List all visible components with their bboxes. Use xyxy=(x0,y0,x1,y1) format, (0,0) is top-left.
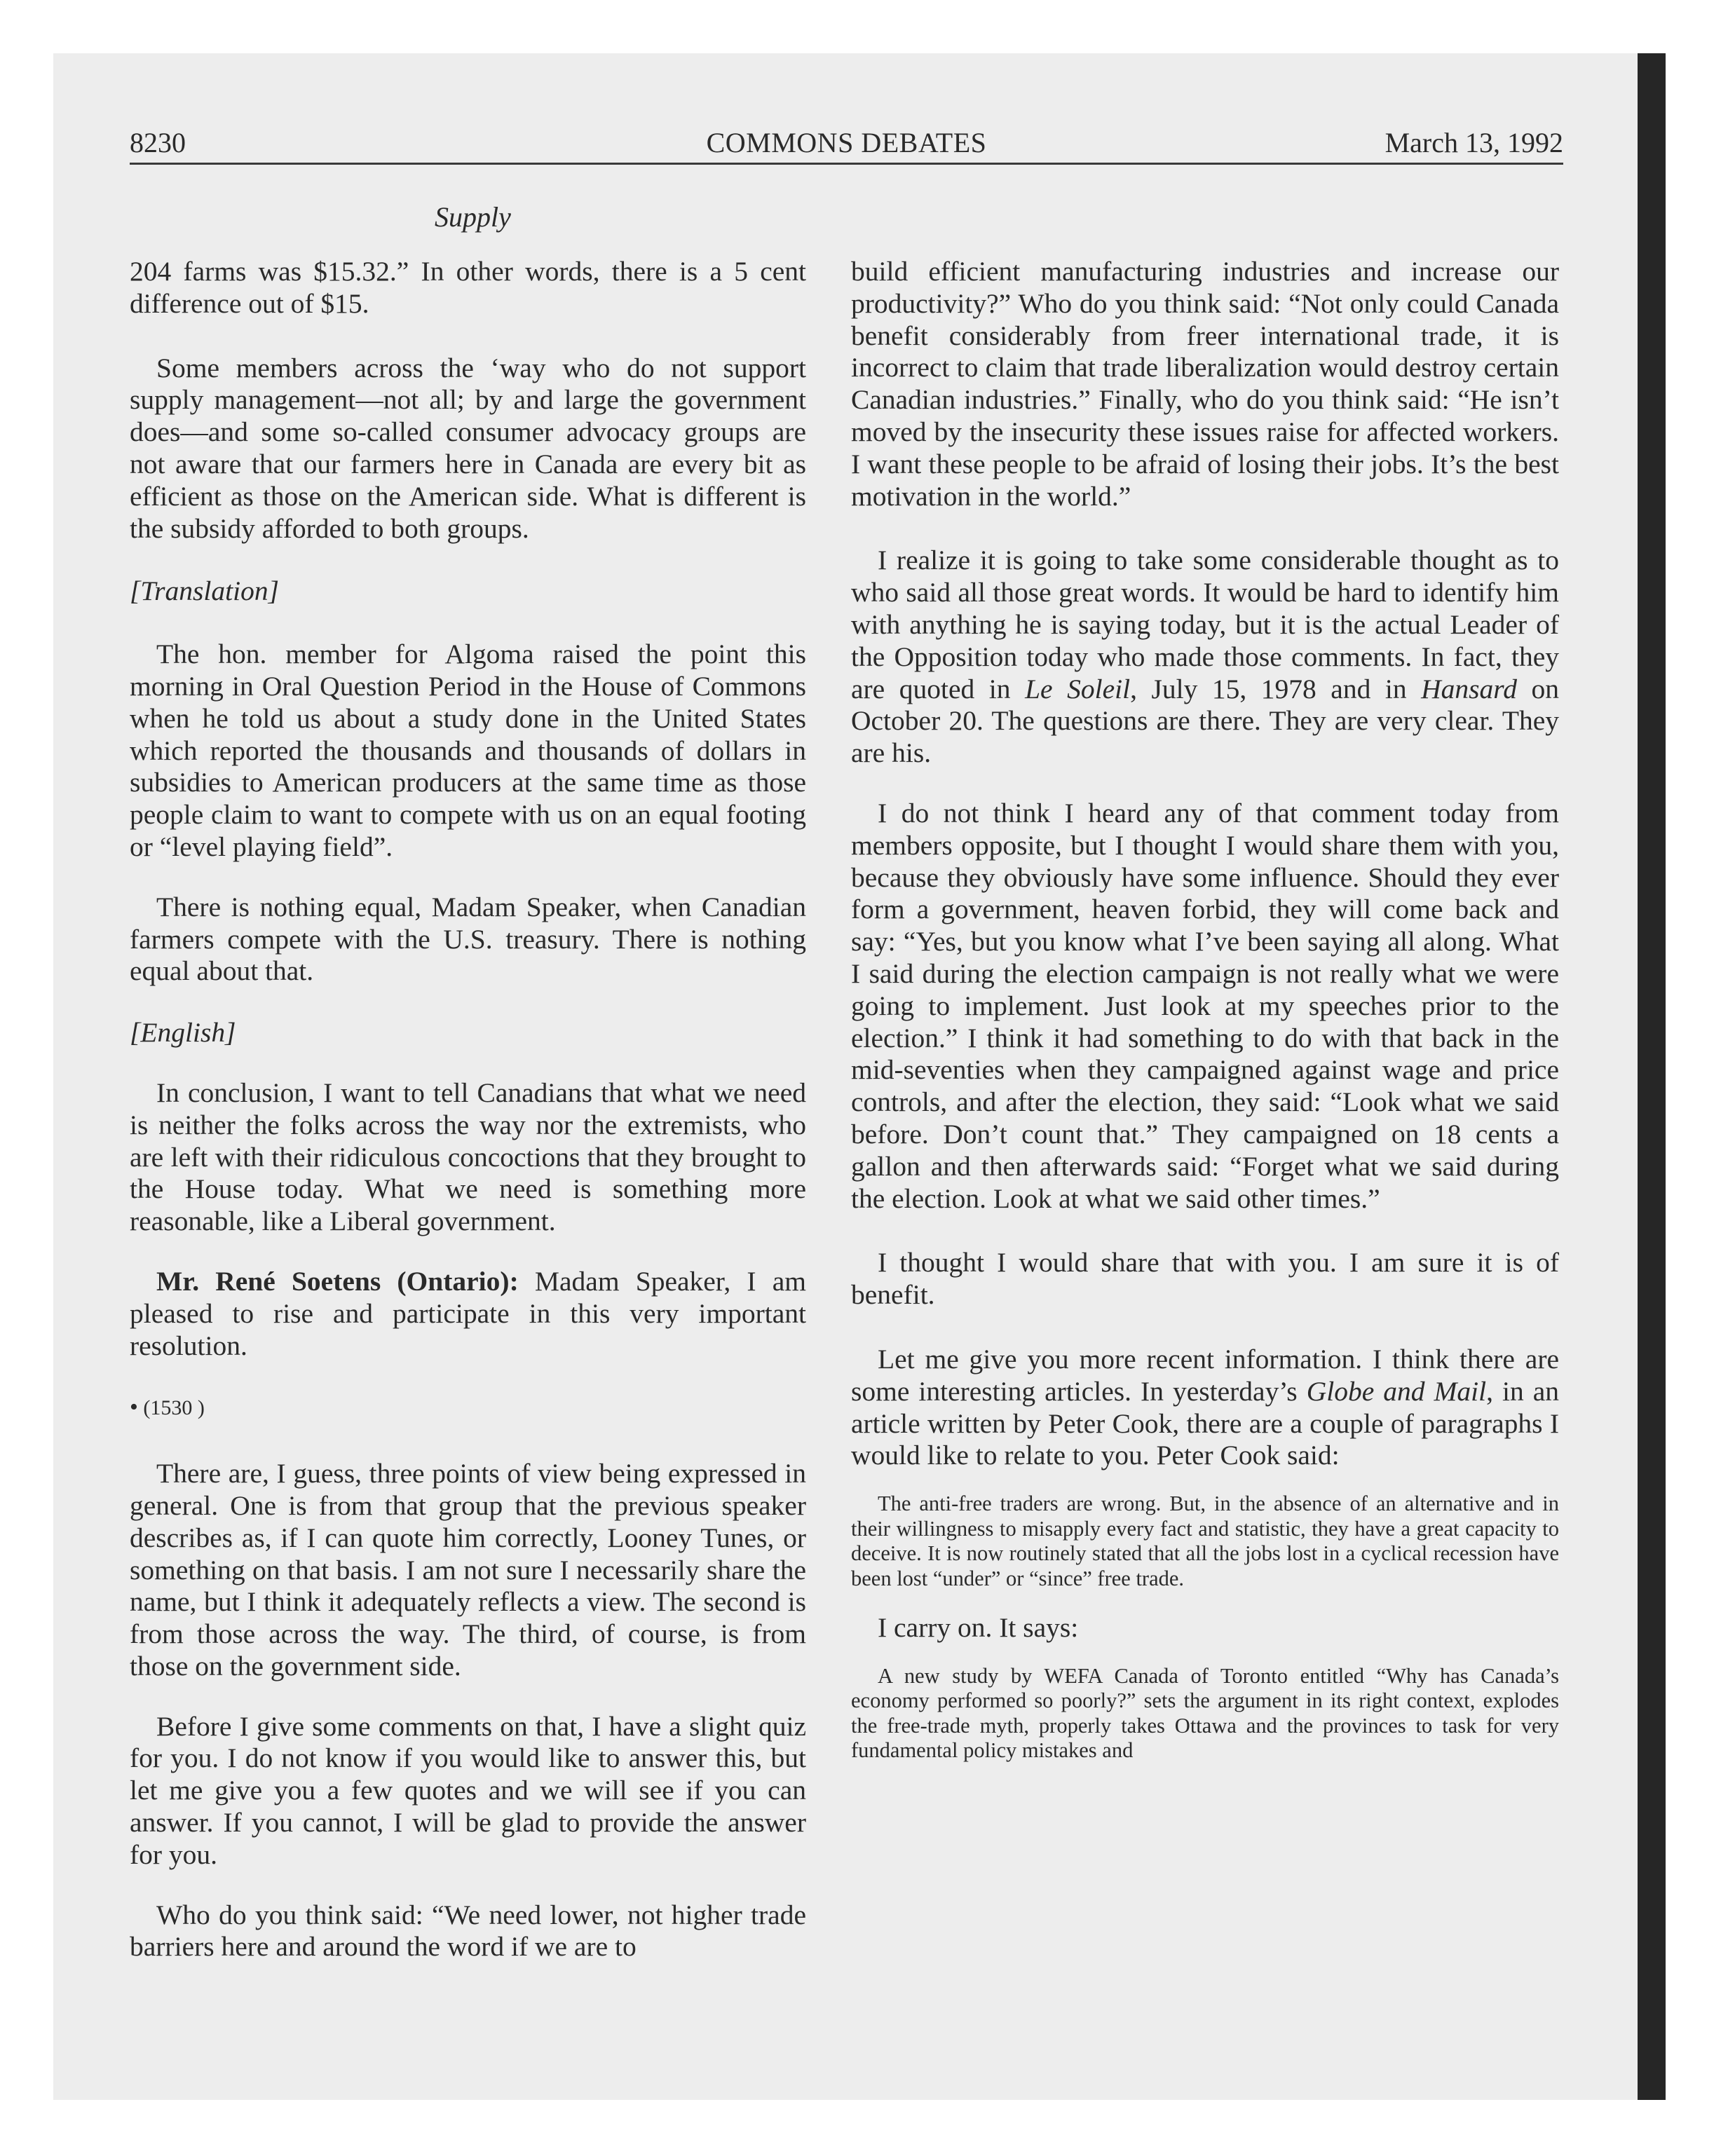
time-marker xyxy=(130,1391,806,1424)
paragraph: 204 farms was $15.32.” In other words, there is a 5 cent difference out of $15. xyxy=(130,256,806,319)
language-label-english: [English] xyxy=(130,1017,236,1049)
publication-title: COMMONS DEBATES xyxy=(706,127,987,158)
speaker-name: Mr. René Soetens (Ontario): xyxy=(156,1265,519,1297)
time-marker-text: (1530 ) xyxy=(137,1396,205,1420)
paragraph: I carry on. It says: xyxy=(878,1612,1079,1644)
speaker-paragraph xyxy=(130,1266,806,1362)
text-run: on October 20. The questions are there. They are very clear. They are his. xyxy=(851,673,1559,769)
text-run: , July 15, 1978 and in xyxy=(1130,673,1422,704)
text-run: , in an article written by Peter Cook, there are a couple of paragraphs I would like to relate to you. Peter Cook said: xyxy=(851,1375,1559,1471)
paragraph: build efficient manufacturing industries and increase our productivity?” Who do you think said: “Not only could Canada benefit considerably from freer international trade, it is incorrect to claim that trade liberalization would destroy certain Canadian industries.” Finally, who do you think said: “He isn’t moved by the insecurity these issues raise for affected workers. I want these people to be afraid of losing their jobs. It’s the best motivation in the world.” xyxy=(851,256,1559,512)
right-column xyxy=(851,256,1559,1763)
bullet-icon: • xyxy=(130,1394,138,1421)
text-run: Let me give you more recent information. I think there are some interesting articles. In yesterday’s xyxy=(851,1343,1559,1407)
paragraph: There is nothing equal, Madam Speaker, when Canadian farmers compete with the U.S. treasury. There is nothing equal about that. xyxy=(130,891,806,987)
paragraph: I do not think I heard any of that comment today from members opposite, but I thought I would share them with you, because they obviously have some influence. Should they ever form a government, heaven forbid, they will come back and say: “Yes, but you know what I’ve been saying all along. What I said during the election campaign is not really what we were going to implement. Just look at my speeches prior to the election.” I think it had something to do with that back in the mid-seventies when they campaigned against wage and price controls, and after the election, they said: “Look what we said before. Don’t count that.” They campaigned on 18 cents a gallon and then afterwards said: “Forget what we said during the election. Look at what we said other times.” xyxy=(851,797,1559,1214)
publication-date: March 13, 1992 xyxy=(1384,127,1563,158)
block-quote: A new study by WEFA Canada of Toronto entitled “Why has Canada’s economy performed so poorly?” sets the argument in its right context, explodes the free-trade myth, properly takes Ottawa and the provinces to task for very fundamental policy mistakes and xyxy=(851,1663,1559,1763)
scan-edge-shadow xyxy=(1638,53,1666,2100)
publication-name: Globe and Mail xyxy=(1306,1375,1487,1407)
section-title: Supply xyxy=(435,201,511,233)
left-column xyxy=(130,256,806,1963)
paragraph: The hon. member for Algoma raised the point this morning in Oral Question Period in the House of Commons when he told us about a study done in the United States which reported the thousands and thousands of dollars in subsidies to American producers at the same time as those people claim to want to compete with us on an equal footing or “level playing field”. xyxy=(130,639,806,862)
publication-name: Hansard xyxy=(1421,673,1517,704)
paragraph xyxy=(851,545,1559,770)
page-number: 8230 xyxy=(130,127,186,158)
paragraph: There are, I guess, three points of view being expressed in general. One is from that group that the previous speaker describes as, if I can quote him correctly, Looney Tunes, or something on that basis. I am not sure I necessarily share the name, but I think it adequately reflects a view. The second is from those across the way. The third, of course, is from those on the government side. xyxy=(130,1458,806,1681)
paragraph: Before I give some comments on that, I have a slight quiz for you. I do not know if you would like to answer this, but let me give you a few quotes and we will see if you can answer. If you cannot, I will be glad to provide the answer for you. xyxy=(130,1710,806,1870)
paragraph xyxy=(851,1344,1559,1472)
paragraph: Some members across the ‘way who do not support supply management—not all; by and large the government does—and some so-called consumer advocacy groups are not aware that our farmers here in Canada are every bit as efficient as those on the American side. What is different is the subsidy afforded to both groups. xyxy=(130,352,806,544)
language-label-translation: [Translation] xyxy=(130,575,279,607)
publication-name: Le Soleil xyxy=(1025,673,1131,704)
block-quote: The anti-free traders are wrong. But, in the absence of an alternative and in their willingness to misapply every fact and statistic, they have a great capacity to deceive. It is now routinely stated that all the jobs lost in a cyclical recession have been lost “under” or “since” free trade. xyxy=(851,1492,1559,1590)
text-run: I realize it is going to take some considerable thought as to who said all those great words. It would be hard to identify him with anything he is saying today, but it is the actual Leader of the Opposition today who made those comments. In fact, they are quoted in xyxy=(851,545,1559,704)
paragraph: Who do you think said: “We need lower, not higher trade barriers here and around the word if we are to xyxy=(130,1899,806,1963)
page-header xyxy=(130,126,1563,165)
paragraph: In conclusion, I want to tell Canadians that what we need is neither the folks across the way nor the extremists, who are left with their ridiculous concoctions that they brought to the House today. What we need is something more reasonable, like a Liberal government. xyxy=(130,1077,806,1237)
paragraph: I thought I would share that with you. I am sure it is of benefit. xyxy=(851,1247,1559,1311)
speaker-text: Madam Speaker, I am pleased to rise and participate in this very important resolution. xyxy=(130,1265,806,1361)
